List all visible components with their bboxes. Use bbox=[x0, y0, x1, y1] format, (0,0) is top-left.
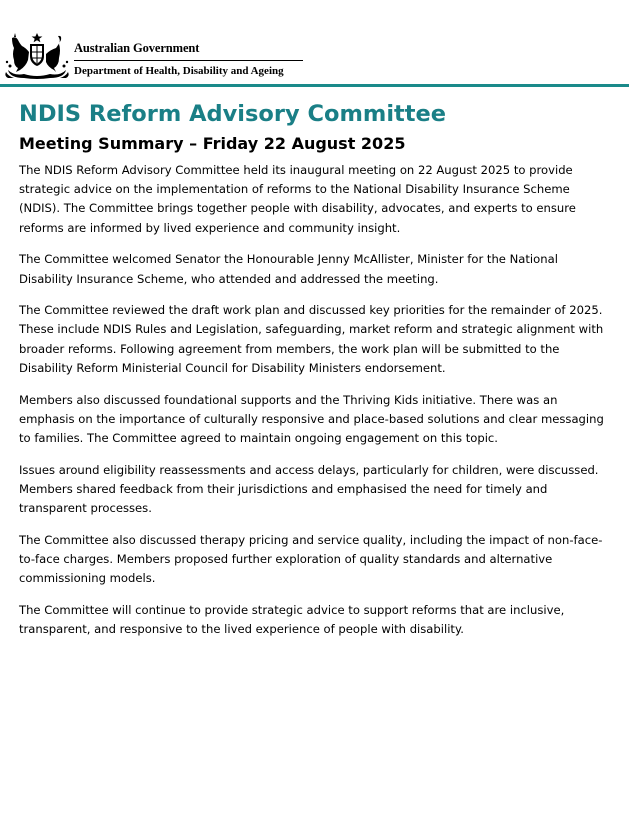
paragraph-line: broader reforms. Following agreement from members, the work plan will be submitted to the bbox=[19, 341, 560, 356]
body-paragraph bbox=[19, 601, 619, 639]
paragraph-line: reforms are informed by lived experience and community insight. bbox=[19, 220, 401, 235]
document-body bbox=[19, 161, 619, 652]
government-header bbox=[4, 32, 324, 82]
wordmark-divider bbox=[74, 60, 303, 61]
page-title: NDIS Reform Advisory Committee bbox=[19, 101, 447, 127]
paragraph-line: The Committee also discussed therapy pricing and service quality, including the impact of non-face- bbox=[19, 532, 603, 547]
header-divider bbox=[0, 84, 629, 87]
paragraph-line: emphasis on the importance of culturally responsive and place-based solutions and clear messaging bbox=[19, 411, 604, 426]
body-paragraph bbox=[19, 301, 619, 378]
paragraph-line: The Committee welcomed Senator the Honourable Jenny McAllister, Minister for the National bbox=[19, 252, 558, 267]
paragraph-line: Disability Insurance Scheme, who attended and addressed the meeting. bbox=[19, 271, 439, 286]
paragraph-line: transparent, and responsive to the lived experience of people with disability. bbox=[19, 622, 464, 637]
body-paragraph bbox=[19, 250, 619, 288]
government-wordmark bbox=[74, 41, 324, 78]
paragraph-line: The NDIS Reform Advisory Committee held its inaugural meeting on 22 August 2025 to provide bbox=[19, 163, 573, 177]
paragraph-line: Members also discussed foundational supports and the Thriving Kids initiative. There was an bbox=[19, 392, 558, 407]
paragraph-line: Members shared feedback from their jurisdictions and emphasised the need for timely and bbox=[19, 481, 548, 496]
paragraph-line: The Committee will continue to provide strategic advice to support reforms that are inclusive, bbox=[19, 602, 565, 617]
body-paragraph bbox=[19, 391, 619, 449]
paragraph-line: commissioning models. bbox=[19, 571, 156, 586]
paragraph-line: These include NDIS Rules and Legislation, safeguarding, market reform and strategic alignment with bbox=[19, 322, 604, 337]
government-name: Australian Government bbox=[74, 41, 200, 55]
paragraph-line: Issues around eligibility reassessments and access delays, particularly for children, were discussed. bbox=[19, 462, 599, 477]
paragraph-line: strategic advice on the implementation of reforms to the National Disability Insurance Scheme bbox=[19, 182, 570, 197]
paragraph-line: The Committee reviewed the draft work plan and discussed key priorities for the remainder of 2025. bbox=[19, 303, 603, 318]
body-paragraph bbox=[19, 161, 619, 238]
paragraph-line: Disability Reform Ministerial Council for Disability Ministers endorsement. bbox=[19, 360, 446, 375]
coat-of-arms-icon bbox=[4, 32, 70, 80]
paragraph-line: to-face charges. Members proposed further exploration of quality standards and alternative bbox=[19, 551, 553, 566]
page-subtitle: Meeting Summary – Friday 22 August 2025 bbox=[19, 134, 406, 153]
department-name: Department of Health, Disability and Ageing bbox=[74, 65, 284, 77]
body-paragraph bbox=[19, 461, 619, 519]
paragraph-line: transparent processes. bbox=[19, 501, 152, 516]
body-paragraph bbox=[19, 531, 619, 589]
paragraph-line: to families. The Committee agreed to maintain ongoing engagement on this topic. bbox=[19, 430, 498, 445]
paragraph-line: (NDIS). The Committee brings together people with disability, advocates, and experts to ensure bbox=[19, 201, 576, 216]
